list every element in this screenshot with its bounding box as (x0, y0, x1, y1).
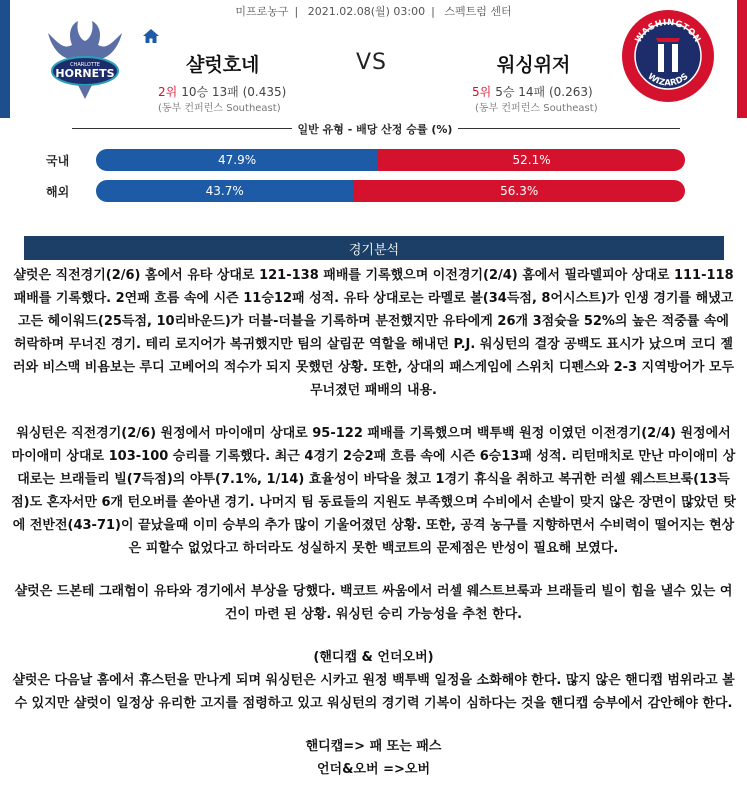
pick-over-under: 언더&오버 =>오버 (317, 762, 430, 777)
away-conference: (동부 컨퍼런스 Southeast) (475, 103, 598, 114)
home-win-prob-text: 47.9% (218, 153, 257, 167)
analysis-summary-paragraph: 샬럿은 드본테 그래험이 유타와 경기에서 부상을 당했다. 백코트 싸움에서 러셀 웨스트브룩과 브래들리 빌이 힘을 낼수 있는 여건이 마련 된 상황. 워싱턴 승리 가능성을 추천 한다. (14, 584, 733, 622)
home-win-prob-domestic (96, 149, 378, 171)
venue-label: 스펙트럼 센터 (444, 5, 512, 18)
away-win-prob-overseas (353, 180, 685, 202)
home-rank: 2위 (158, 85, 178, 99)
home-conference: (동부 컨퍼런스 Southeast) (158, 103, 281, 114)
stat-row-domestic (46, 149, 686, 171)
analysis-article (10, 264, 737, 781)
analysis-away-paragraph: 워싱턴은 직전경기(2/6) 원정에서 마이애미 상대로 95-122 패배를 기록했으며 백투백 원정 이였던 이전경기(2/4) 원정에서 마이애미 상대로 103-100 승리를 기록했다. 최근 4경기 2승2패 흐름 속에 시즌 6승13패 성적. 리턴매치로 만난 마이애미 상대로는 브래들리 빌(7득점)의 야투(7.1%, 1/14) 효율성이 바닥을 쳤고 1경기 휴식을 취하고 복귀한 러셀 웨스트브룩(13득점)도 혼자서만 6개 턴오버를 쏟아낸 경기. 나머지 팀 동료들의 지원도 부족했으며 수비에서 손발이 맞지 않은 장면이 많았던 탓에 전반전(43-71)이 끝났을때 이미 승부의 추가 많이 기울어졌던 상황. 또한, 공격 농구를 지향하면서 수비력이 떨어지는 현상은 피할수 없었다고 하더라도 성실하지 못한 백코트의 문제점은 반성이 필요해 보였다. (11, 426, 736, 556)
home-record (158, 83, 286, 100)
pick-handicap: 핸디캡=> 패 또는 패스 (305, 739, 442, 754)
league-label: 미프로농구 (235, 5, 289, 18)
stat-label-overseas: 해외 (46, 184, 70, 199)
match-meta: 미프로농구 | 2021.02.08(월) 03:00 | 스펙트럼 센터 (235, 5, 512, 18)
hornets-logo-city: CHARLOTTE (70, 62, 100, 68)
stats-divider-right (458, 128, 680, 129)
home-win-prob-text: 43.7% (205, 184, 244, 198)
away-team-name: 워싱위저 (497, 54, 571, 76)
away-win-loss: 5승 14패 (0.263) (495, 85, 593, 99)
home-team-name: 샬럿호네 (186, 54, 260, 76)
analysis-header: 경기분석 (24, 236, 724, 260)
handicap-title: (핸디캡 & 언더오버) (313, 650, 434, 665)
away-win-prob-text: 56.3% (500, 184, 539, 198)
home-win-loss: 10승 13패 (0.435) (181, 85, 287, 99)
wizards-logo-city: WASHINGTON (633, 17, 703, 45)
stat-label-domestic: 국내 (46, 153, 70, 168)
wizards-logo (620, 8, 716, 104)
stat-bar-overseas (96, 180, 685, 202)
away-win-prob-text: 52.1% (512, 153, 551, 167)
stats-title: 일반 유형 - 배당 산정 승률 (%) (297, 123, 453, 136)
away-record (472, 83, 593, 100)
stats-divider-left (72, 128, 292, 129)
stat-bar-domestic (96, 149, 685, 171)
away-win-prob-domestic (378, 149, 685, 171)
vs-label: VS (356, 50, 388, 75)
away-rank: 5위 (472, 85, 492, 99)
match-datetime: 2021.02.08(월) 03:00 (307, 5, 426, 18)
wizards-logo-name: WIZARDS (645, 71, 691, 89)
hornets-logo (42, 15, 128, 101)
handicap-paragraph: 샬럿은 다음날 홈에서 휴스턴을 만나게 되며 워싱턴은 시카고 원정 백투백 일정을 소화해야 한다. 많지 않은 핸디캡 범위라고 볼수 있지만 샬럿이 일정상 유리한 고지를 점령하고 있고 워싱턴의 경기력 기복이 심하다는 것을 핸디캡 승부에서 감안해야 한다. (12, 673, 735, 711)
home-win-prob-overseas (96, 180, 353, 202)
analysis-home-paragraph: 샬럿은 직전경기(2/6) 홈에서 유타 상대로 121-138 패배를 기록했으며 이전경기(2/4) 홈에서 필라델피아 상대로 111-118 패배를 기록했다. 2연패 흐름 속에 시즌 11승12패 성적. 유타 상대로는 라멜로 볼(34득점, 8어시스트)가 인생 경기를 해냈고 고든 헤이워드(25득점, 10리바운드)가 더블-더블을 기록하며 분전했지만 유타에게 26개 3점슛을 52%의 높은 적중률 속에 허락하며 무너진 경기. 테리 로지어가 복귀했지만 팀의 살림꾼 역할을 해내던 P.J. 워싱턴의 결장 공백도 표시가 났으며 코디 젤러와 비스맥 비욤보는 루디 고베어의 적수가 되지 못했던 상황. 또한, 상대의 패스게임에 스위치 디펜스와 2-3 지역방어가 모두 무너졌던 패배의 내용. (12, 268, 735, 398)
hornets-logo-name: HORNETS (55, 67, 115, 80)
home-icon (142, 28, 160, 44)
stat-row-overseas (46, 180, 686, 202)
